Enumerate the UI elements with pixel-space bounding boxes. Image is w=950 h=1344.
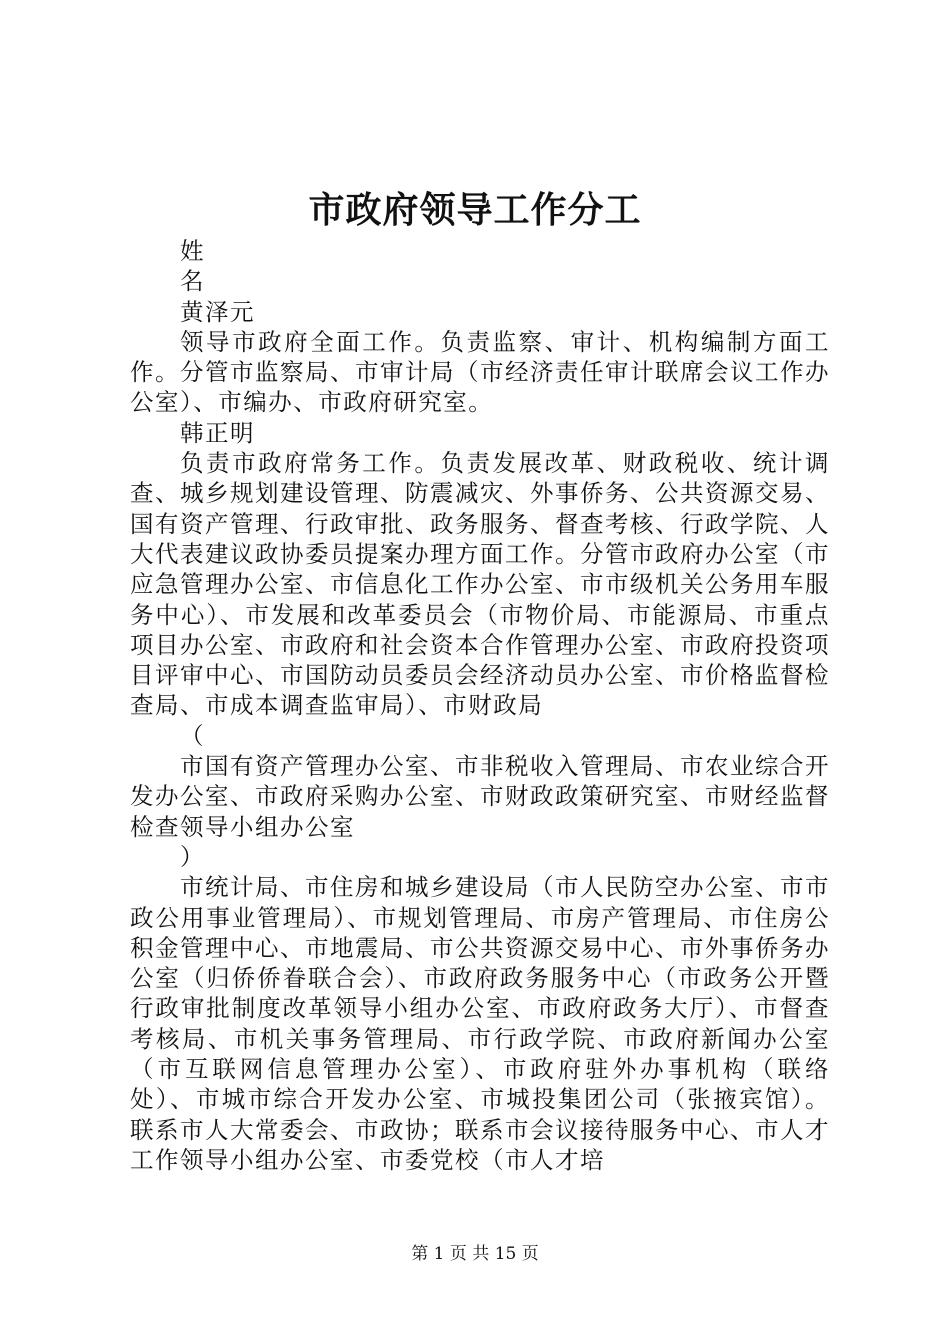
paragraph-huang-duties: 领导市政府全面工作。负责监察、审计、机构编制方面工作。分管市监察局、市审计局（市经济责任审计联席会议工作办公室）、市编办、市政府研究室。	[130, 327, 830, 417]
paragraph-han-duties: 负责市政府常务工作。负责发展改革、财政税收、统计调查、城乡规划建设管理、防震减灾、外事侨务、公共资源交易、国有资产管理、行政审批、政务服务、督查考核、行政学院、人大代表建议政协委员提案办理方面工作。分管市政府办公室（市应急管理办公室、市信息化工作办公室、市市级机关公务用车服务中心）、市发展和改革委员会（市物价局、市能源局、市重点项目办公室、市政府和社会资本合作管理办公室、市政府投资项目评审中心、市国防动员委员会经济动员办公室、市价格监督检查局、市成本调查监审局）、市财政局	[130, 449, 830, 720]
paragraph-finance-offices: 市国有资产管理办公室、市非税收入管理局、市农业综合开发办公室、市政府采购办公室、市财政政策研究室、市财经监督检查领导小组办公室	[130, 752, 830, 841]
paragraph-open-paren: （	[180, 721, 205, 750]
document-body	[130, 236, 830, 1175]
document-title: 市政府领导工作分工	[308, 189, 642, 231]
paragraph-name-char-1: 姓	[180, 237, 205, 265]
paragraph-person-han: 韩正明	[180, 418, 255, 447]
paragraph-name-char-2: 名	[180, 267, 205, 296]
paragraph-other-offices: 市统计局、市住房和城乡建设局（市人民防空办公室、市市政公用事业管理局）、市规划管理局、市房产管理局、市住房公积金管理中心、市地震局、市公共资源交易中心、市外事侨务办公室（归侨侨眷联合会）、市政府政务服务中心（市政务公开暨行政审批制度改革领导小组办公室、市政府政务大厅）、市督查考核局、市机关事务管理局、市行政学院、市政府新闻办公室（市互联网信息管理办公室）、市政府驻外办事机构（联络处）、市城市综合开发办公室、市城投集团公司（张掖宾馆）。联系市人大常委会、市政协；联系市会议接待服务中心、市人才工作领导小组办公室、市委党校（市人才培	[130, 873, 830, 1174]
paragraph-close-paren: ）	[180, 842, 205, 871]
page-footer: 第 1 页 共 15 页	[411, 1244, 539, 1264]
paragraph-person-huang: 黄泽元	[180, 297, 255, 326]
